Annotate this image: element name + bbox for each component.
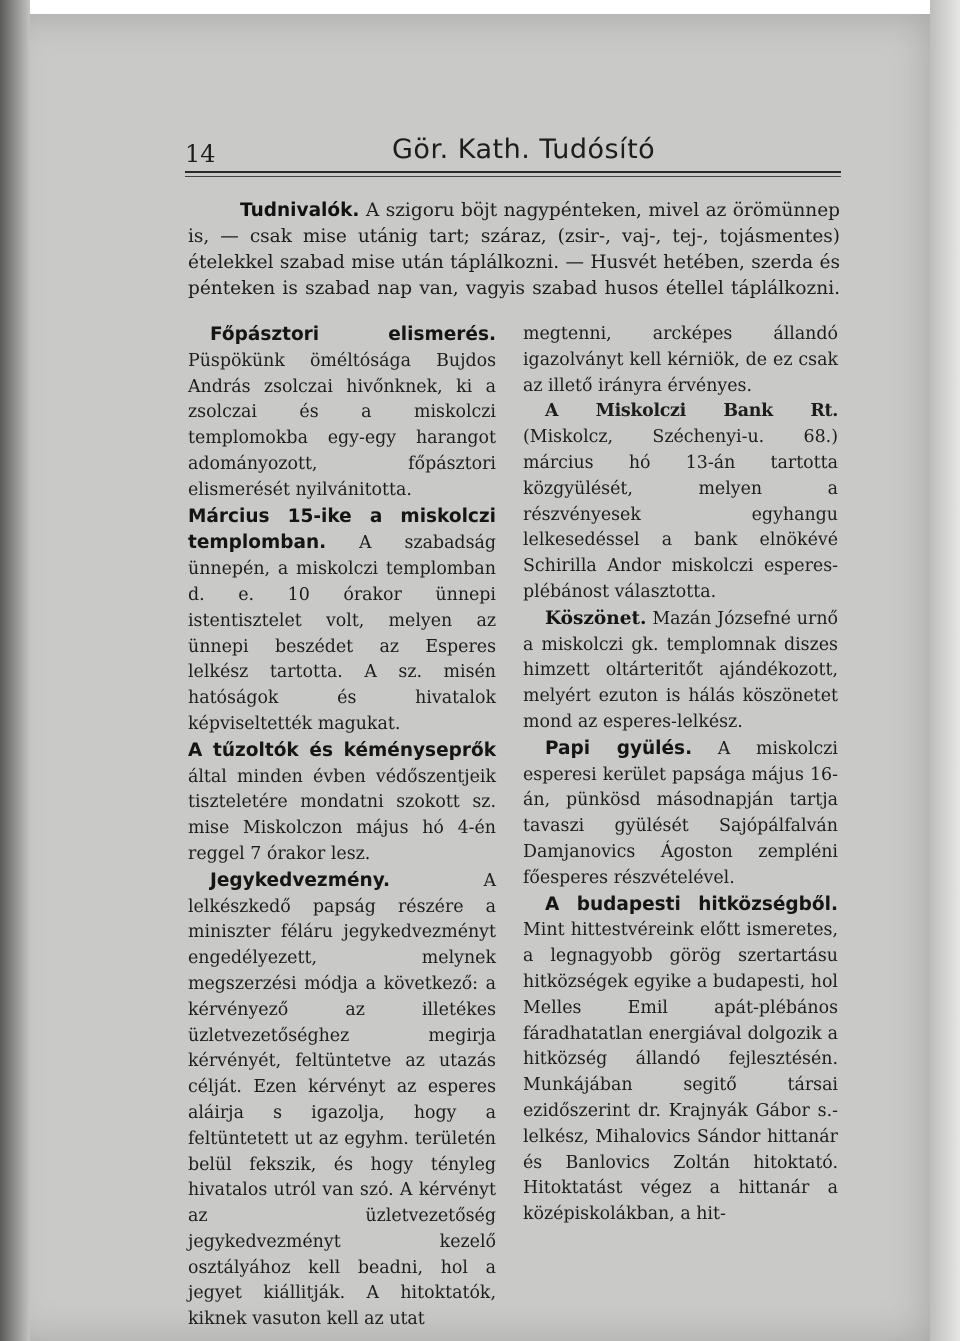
continuation-paragraph [523, 322, 838, 399]
notice-heading: Tudnivalók. [240, 200, 360, 221]
article-fopasztori [188, 322, 496, 504]
notice-text: A szigoru böjt nagypénteken, mivel az örömünnep is, — csak mise utánig tart; száraz, (zsir-, vaj-, tej-, tojásmentes) ételekkel szabad mise után táplálkozni. — Husvét hetében, szerda és pénteken is szabad nap van, vagyis szabad husos étellel táplálkozni. [188, 200, 840, 299]
notice-paragraph [188, 198, 840, 302]
article-text: A miskolczi esperesi kerület papsága május 16-án, pünkösd másodnapján tartja tavaszi gyülését Sajópálfalván Damjanovics Ágoston zempléni főesperes részvételével. [523, 738, 838, 888]
article-marcius [188, 504, 496, 738]
article-heading: A Miskolczi Bank Rt. [545, 401, 838, 422]
header-rule [185, 171, 841, 173]
article-heading: Március 15-ike a miskolczi templomban. [188, 505, 496, 554]
article-tuzoltok [188, 738, 496, 868]
article-heading: A budapesti hitközségből. [545, 893, 838, 915]
article-jegykedvezmeny [188, 868, 496, 1333]
article-text: (Miskolcz, Széchenyi-u. 68.) március hó 13-án tartotta közgyülését, melyen a részvényesek egyhangu lelkesedéssel a bank elnökévé Schirilla Andor miskolczi esperes-plébánost választotta. [523, 427, 838, 602]
article-papi-gyules [523, 736, 838, 892]
article-heading: Jegykedvezmény. [210, 869, 391, 891]
article-heading: Főpásztori elismerés. [210, 324, 496, 345]
article-heading: Köszönet. [545, 607, 647, 629]
article-text: Püspökünk öméltósága Bujdos András zsolczai hivőnknek, ki a zsolczai és a miskolczi templomokba egy-egy harangot adományozott, főpásztori elismerését nyilvánitotta. [188, 350, 496, 500]
running-title: Gör. Kath. Tudósító [392, 134, 656, 165]
page-left-edge [0, 0, 30, 1341]
page-right-edge [930, 0, 960, 1341]
header-rule-thin [185, 176, 841, 177]
article-text: által minden évben védőszentjeik tiszteletére mondatni szokott sz. mise Miskolczon május hó 4-én reggel 7 órakor lesz. [188, 766, 496, 864]
article-budapesti [523, 892, 838, 1228]
page-number: 14 [185, 140, 216, 168]
article-heading: Papi gyülés. [545, 737, 693, 759]
article-text: Mazán Józsefné urnő a miskolczi gk. templomnak diszes himzett oltárteritőt ajándékozott, melyért ezuton is hálás köszönetet mond az esperes-lelkész. [523, 608, 838, 732]
article-koszonet [523, 606, 838, 736]
left-column [188, 322, 496, 1333]
right-column [523, 322, 838, 1228]
article-bank [523, 399, 838, 605]
article-text: Mint hittestvéreink előtt ismeretes, a legnagyobb görög szertartásu hitközségek egyike a budapesti, hol Melles Emil apát-plébános fáradhatatlan energiával dolgozik a hitközség állandó fejlesztésén. Munkájában segitő társai ezidőszerint dr. Krajnyák Gábor s.-lelkész, Mihalovics Sándor hittanár és Banlovics Zoltán hitoktató. Hitoktatást végez a hittanár a középiskolákban, a hit- [523, 920, 838, 1225]
notice-block [188, 198, 840, 302]
article-heading: A tűzoltók és kéményseprők [188, 739, 496, 761]
article-text: A lelkészkedő papság részére a miniszter féláru jegykedvezményt engedélyezett, melynek megszerzési módja a következő: a kérvényező az illetékes üzletvezetőséghez megirja kérvényét, feltüntetve az utazás célját. Ezen kérvényt az esperes aláirja s igazolja, hogy a feltüntetett ut az egyhm. területén belül fekszik, és hogy tényleg hivatalos utról van szó. A kérvényt az üzletvezetőség jegykedvezményt kezelő osztályához kell beadni, hol a jegyet kiállitják. A hitoktatók, kiknek vasuton kell az utat [188, 870, 496, 1330]
article-text: A szabadság ünnepén, a miskolczi templomban d. e. 10 órakor ünnepi istentisztelet volt, melyen az ünnepi beszédet az Esperes lelkész tartotta. A sz. misén hatóságok és hivatalok képviseltették magukat. [188, 533, 496, 734]
continuation-text: megtenni, arcképes állandó igazolványt kell kérniök, de ez csak az illető irányra érvényes. [523, 324, 838, 396]
